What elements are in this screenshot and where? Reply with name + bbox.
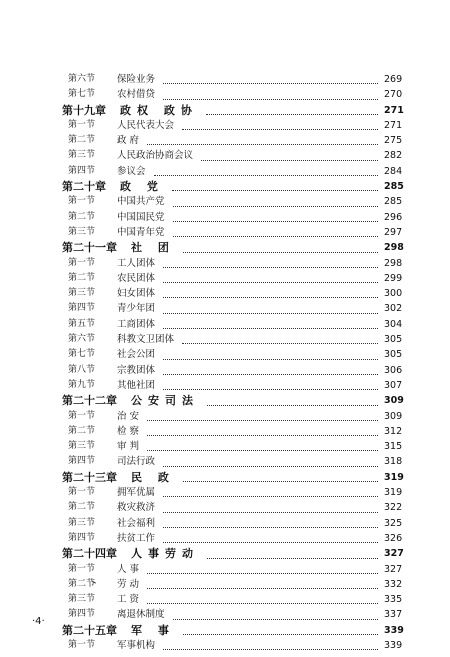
section-number: 第三节 bbox=[68, 150, 96, 161]
dot-leader bbox=[173, 206, 378, 222]
dot-leader bbox=[207, 542, 378, 558]
dot-leader bbox=[163, 450, 378, 466]
section-number: 第一节 bbox=[68, 119, 96, 130]
section-number: 第三节 bbox=[68, 226, 96, 237]
page-ref: 312 bbox=[384, 425, 403, 437]
section-title: 工 资 bbox=[117, 594, 140, 606]
chapter-title: 政 党 bbox=[120, 180, 164, 194]
chapter-number: 第二十三章 bbox=[62, 470, 117, 484]
section-title: 司法行政 bbox=[117, 456, 156, 468]
dot-leader bbox=[147, 435, 378, 451]
page-ref: 318 bbox=[384, 456, 403, 468]
dot-leader bbox=[163, 359, 378, 375]
page-ref: 309 bbox=[384, 395, 404, 407]
section-title: 中国国民党 bbox=[117, 211, 165, 223]
section-title: 离退休制度 bbox=[117, 609, 165, 621]
dot-leader bbox=[201, 144, 378, 160]
section-number: 第四节 bbox=[68, 609, 96, 620]
page-ref: 307 bbox=[384, 379, 403, 391]
dot-leader bbox=[163, 252, 378, 268]
section-number: 第四节 bbox=[68, 532, 96, 543]
section-title: 科教文卫团体 bbox=[117, 334, 175, 346]
section-number: 第一节 bbox=[68, 257, 96, 268]
chapter-number: 第二十二章 bbox=[62, 394, 117, 408]
section-number: 第八节 bbox=[68, 364, 96, 375]
section-title: 宗教团体 bbox=[117, 364, 156, 376]
page-ref: 322 bbox=[384, 502, 403, 514]
page-ref: 298 bbox=[384, 242, 404, 254]
dot-leader bbox=[147, 420, 378, 436]
section-number: 第六节 bbox=[68, 334, 96, 345]
section-title: 中国青年党 bbox=[117, 226, 165, 238]
section-number: 第二节 bbox=[68, 425, 96, 436]
section-number: 第二节 bbox=[68, 135, 96, 146]
page-ref: 285 bbox=[384, 181, 404, 193]
dot-leader bbox=[173, 190, 378, 206]
page-ref: 304 bbox=[384, 318, 403, 330]
section-number: 第一节 bbox=[68, 563, 96, 574]
page-ref: 337 bbox=[384, 609, 403, 621]
chapter-title: 社 团 bbox=[131, 241, 175, 255]
page-ref: 302 bbox=[384, 303, 403, 315]
dot-leader bbox=[163, 527, 378, 543]
page-ref: 327 bbox=[384, 563, 403, 575]
section-number: 第三节 bbox=[68, 441, 96, 452]
page-ref: 270 bbox=[384, 89, 403, 101]
page-ref: 319 bbox=[384, 487, 403, 499]
section-title: 妇女团体 bbox=[117, 288, 156, 300]
page-ref: 335 bbox=[384, 594, 403, 606]
section-title: 人民政治协商会议 bbox=[117, 150, 194, 162]
page-ref: 319 bbox=[384, 471, 404, 483]
page-ref: 300 bbox=[384, 288, 403, 300]
page-ref: 298 bbox=[384, 257, 403, 269]
section-number: 第三节 bbox=[68, 594, 96, 605]
page-ref: 327 bbox=[384, 548, 404, 560]
page-ref: 285 bbox=[384, 196, 403, 208]
section-number: 第一节 bbox=[68, 487, 96, 498]
section-number: 第二节 bbox=[68, 211, 96, 222]
section-number: 第二节 bbox=[68, 272, 96, 283]
page-ref: 305 bbox=[384, 334, 403, 346]
section-number: 第二节 bbox=[68, 502, 96, 513]
chapter-number: 第十九章 bbox=[62, 103, 106, 117]
section-title: 保险业务 bbox=[117, 74, 156, 85]
section-number: 第四节 bbox=[68, 303, 96, 314]
section-title: 军事机构 bbox=[117, 639, 156, 651]
section-title: 治 安 bbox=[117, 410, 140, 422]
section-title: 检 察 bbox=[117, 425, 140, 437]
chapter-number: 第二十五章 bbox=[62, 623, 117, 637]
table-of-contents bbox=[0, 72, 450, 653]
dot-leader bbox=[173, 221, 378, 237]
dot-leader bbox=[154, 160, 378, 176]
section-number: 第四节 bbox=[68, 165, 96, 176]
section-number: 第三节 bbox=[68, 517, 96, 528]
dot-leader bbox=[163, 282, 378, 298]
section-title: 农村借贷 bbox=[117, 89, 156, 101]
section-title: 人民代表大会 bbox=[117, 119, 175, 131]
page-number: ·4· bbox=[32, 616, 45, 627]
chapter-number: 第二十四章 bbox=[62, 547, 117, 561]
section-title: 扶贫工作 bbox=[117, 532, 156, 544]
page-ref: 296 bbox=[384, 211, 403, 223]
dot-leader bbox=[182, 114, 378, 130]
section-title: 工人团体 bbox=[117, 257, 156, 269]
dot-leader bbox=[147, 129, 378, 145]
chapter-title: 人事劳动 bbox=[131, 547, 199, 561]
section-number: 第二节 bbox=[68, 578, 96, 589]
dot-leader bbox=[163, 481, 378, 497]
section-number: 第六节 bbox=[68, 74, 96, 84]
section-number: 第三节 bbox=[68, 288, 96, 299]
dot-leader bbox=[183, 236, 378, 252]
dot-leader bbox=[163, 343, 378, 359]
section-title: 工商团体 bbox=[117, 318, 156, 330]
page-ref: 339 bbox=[384, 624, 404, 636]
dot-leader bbox=[207, 389, 378, 405]
dot-leader bbox=[147, 558, 378, 574]
section-title: 人 事 bbox=[117, 563, 140, 575]
page-ref: 339 bbox=[384, 639, 403, 651]
page-ref: 284 bbox=[384, 165, 403, 177]
page-ref: 309 bbox=[384, 410, 403, 422]
page-ref: 326 bbox=[384, 532, 403, 544]
chapter-title: 公安司法 bbox=[131, 394, 199, 408]
section-number: 第七节 bbox=[68, 89, 96, 100]
dot-leader bbox=[163, 297, 378, 313]
section-title: 其他社团 bbox=[117, 379, 156, 391]
dot-leader bbox=[206, 99, 378, 115]
page-ref: 282 bbox=[384, 150, 403, 162]
page-ref: 315 bbox=[384, 441, 403, 453]
dot-leader bbox=[163, 496, 378, 512]
page-ref: 299 bbox=[384, 272, 403, 284]
page-ref: 269 bbox=[384, 74, 403, 85]
dot-leader bbox=[163, 267, 378, 283]
section-title: 社会福利 bbox=[117, 517, 156, 529]
section-number: 第一节 bbox=[68, 639, 96, 650]
chapter-title: 政权 政协 bbox=[120, 103, 198, 117]
section-title: 审 判 bbox=[117, 441, 140, 453]
section-title: 青少年团 bbox=[117, 303, 156, 315]
section-title: 参议会 bbox=[117, 165, 146, 177]
page-ref: 275 bbox=[384, 135, 403, 147]
dot-leader bbox=[147, 573, 378, 589]
dot-leader bbox=[163, 512, 378, 528]
chapter-number: 第二十一章 bbox=[62, 241, 117, 255]
toc-section-row bbox=[0, 638, 450, 653]
section-number: 第九节 bbox=[68, 379, 96, 390]
dot-leader bbox=[147, 405, 378, 421]
page-ref: 271 bbox=[384, 119, 403, 131]
section-number: 第四节 bbox=[68, 456, 96, 467]
chapter-title: 军 事 bbox=[131, 623, 175, 637]
page-ref: 305 bbox=[384, 349, 403, 361]
dot-leader bbox=[173, 603, 378, 619]
section-title: 救灾救济 bbox=[117, 502, 156, 514]
page-ref: 332 bbox=[384, 578, 403, 590]
page-ref: 325 bbox=[384, 517, 403, 529]
dot-leader bbox=[163, 83, 378, 99]
dot-leader bbox=[163, 634, 378, 650]
section-title: 中国共产党 bbox=[117, 196, 165, 208]
section-number: 第五节 bbox=[68, 318, 96, 329]
section-title: 社会公团 bbox=[117, 349, 156, 361]
dot-leader bbox=[182, 328, 378, 344]
page-ref: 306 bbox=[384, 364, 403, 376]
section-number: 第一节 bbox=[68, 196, 96, 207]
section-title: 政 府 bbox=[117, 135, 140, 147]
dot-leader bbox=[183, 619, 378, 635]
dot-leader bbox=[163, 374, 378, 390]
section-title: 农民团体 bbox=[117, 272, 156, 284]
chapter-title: 民 政 bbox=[131, 470, 175, 484]
page-ref: 271 bbox=[384, 104, 404, 116]
dot-leader bbox=[163, 313, 378, 329]
chapter-number: 第二十章 bbox=[62, 180, 106, 194]
dot-leader bbox=[183, 466, 378, 482]
page-ref: 297 bbox=[384, 226, 403, 238]
section-title: 劳 动 bbox=[117, 578, 140, 590]
dot-leader bbox=[147, 588, 378, 604]
section-number: 第一节 bbox=[68, 410, 96, 421]
section-number: 第七节 bbox=[68, 349, 96, 360]
dot-leader bbox=[172, 175, 378, 191]
dot-leader bbox=[163, 68, 378, 84]
section-title: 拥军优属 bbox=[117, 487, 156, 499]
